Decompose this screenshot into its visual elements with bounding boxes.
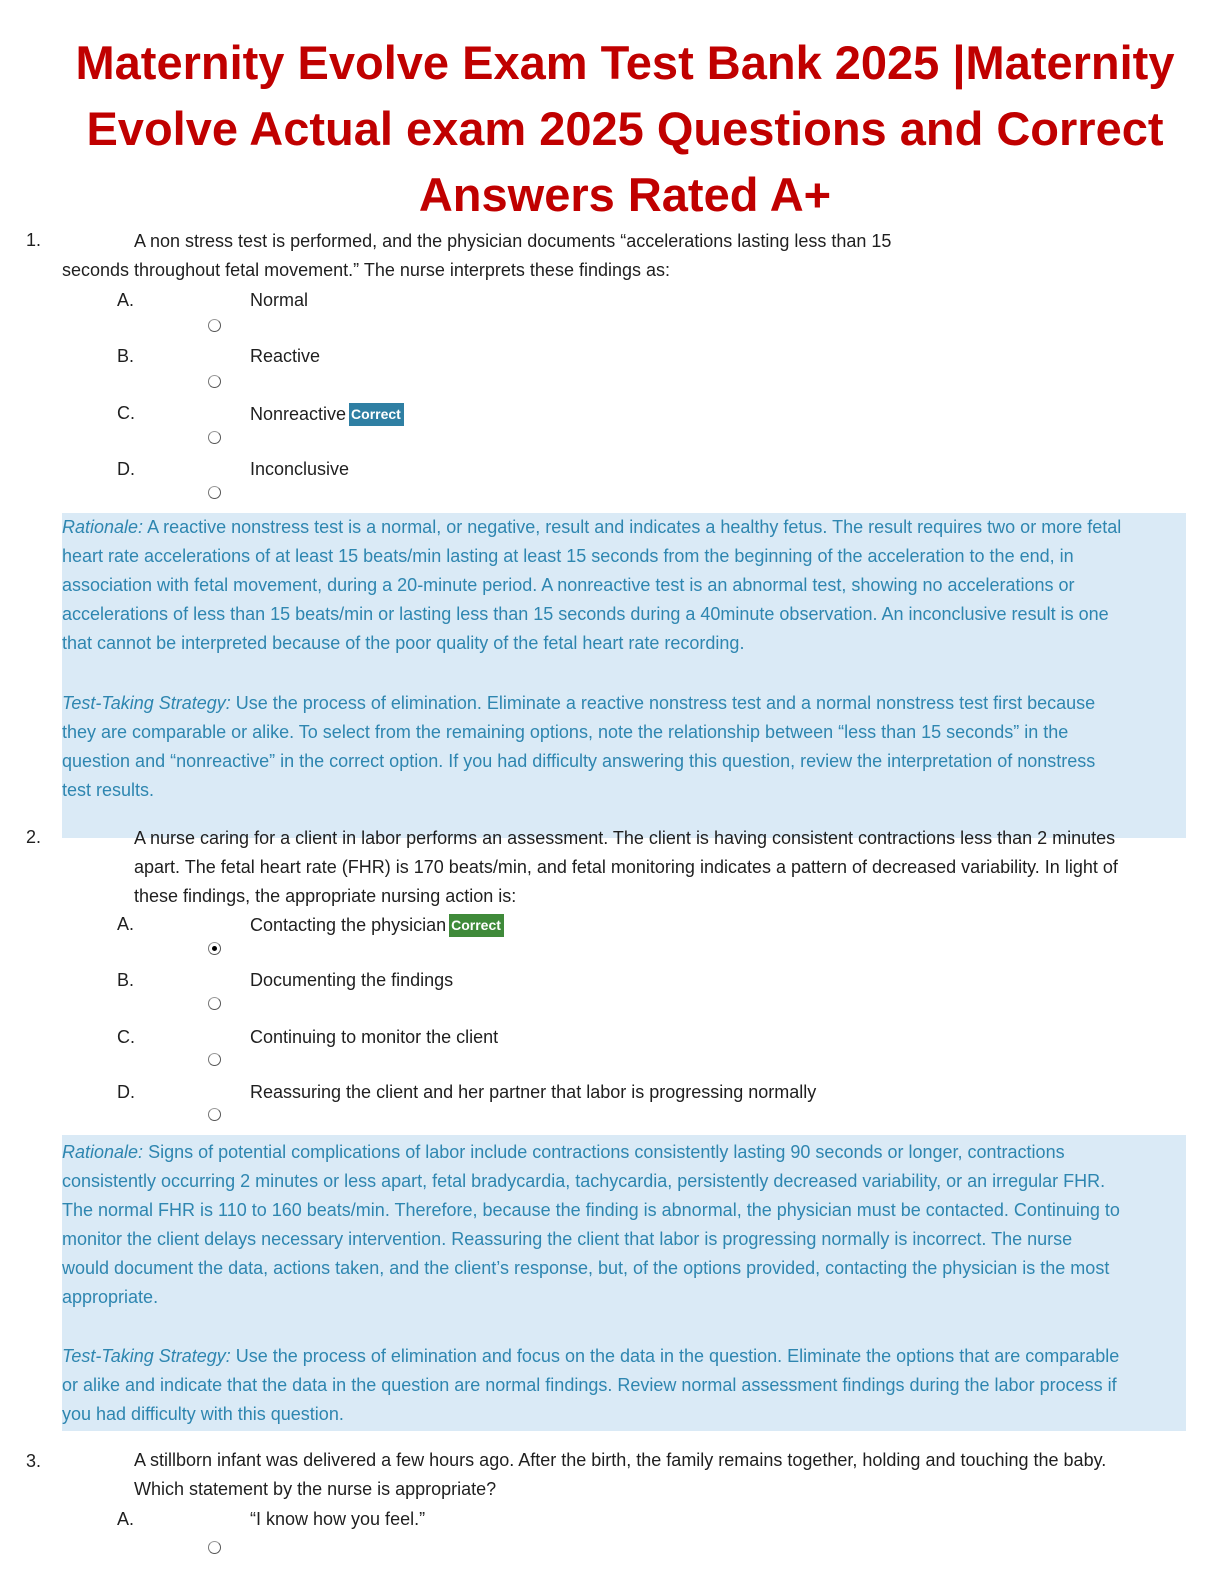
option-label: Documenting the findings xyxy=(250,970,454,990)
strategy-line: they are comparable or alike. To select from the remaining options, note the relationship between “less than 15 seconds” in the xyxy=(62,722,1069,742)
stem-line: A stillborn infant was delivered a few hours ago. After the birth, the family remains together, holding and touching the baby. xyxy=(134,1450,1107,1470)
strategy-line: question and “nonreactive” in the correct option. If you had difficulty answering this question, review the interpretation of nonstress xyxy=(62,751,1096,771)
option-letter: B. xyxy=(117,346,135,366)
rationale-box xyxy=(62,1135,1186,1431)
strategy-paragraph xyxy=(62,1342,1186,1429)
option-letter: A. xyxy=(117,914,135,934)
correct-badge: Correct xyxy=(449,914,504,937)
rationale-line: association with fetal movement, during a 20-minute period. A nonreactive test is an abnormal test, showing no accelerations or xyxy=(62,575,1075,595)
rationale-line: would document the data, actions taken, and the client’s response, but, of the options provided, contacting the physician is the most xyxy=(62,1258,1110,1278)
question-number: 1. xyxy=(26,230,42,250)
option-letter: B. xyxy=(117,970,135,990)
rationale-label: Rationale: xyxy=(62,517,144,537)
rationale-line: A reactive nonstress test is a normal, or negative, result and indicates a healthy fetus. The result requires two or more fetal xyxy=(143,517,1122,537)
stem-line: Which statement by the nurse is appropriate? xyxy=(134,1479,497,1499)
rationale-line: Signs of potential complications of labor include contractions consistently lasting 90 seconds or longer, contractions xyxy=(143,1142,1065,1162)
strategy-paragraph xyxy=(62,689,1186,805)
stem-line: A nurse caring for a client in labor performs an assessment. The client is having consistent contractions less than 2 minutes xyxy=(134,828,1116,848)
rationale-line: monitor the client delays necessary intervention. Reassuring the client that labor is progressing normally is incorrect. The nurse xyxy=(62,1229,1073,1249)
option-label: “I know how you feel.” xyxy=(250,1509,426,1529)
option-row xyxy=(250,914,504,937)
question-number: 3. xyxy=(26,1451,42,1471)
question-stem xyxy=(134,1446,1194,1504)
option-label: Inconclusive xyxy=(250,459,350,479)
strategy-line: or alike and indicate that the data in the question are normal findings. Review normal assessment findings during the labor process if xyxy=(62,1375,1117,1395)
option-row xyxy=(250,403,404,426)
question-stem xyxy=(134,824,1194,911)
option-radio[interactable] xyxy=(208,486,221,499)
option-radio[interactable] xyxy=(208,319,221,332)
option-letter: A. xyxy=(117,1509,135,1529)
strategy-label: Test-Taking Strategy: xyxy=(62,1346,231,1366)
rationale-line: that cannot be interpreted because of the poor quality of the fetal heart rate recording. xyxy=(62,633,745,653)
option-letter: C. xyxy=(117,1027,135,1047)
strategy-line: test results. xyxy=(62,780,155,800)
strategy-line: Use the process of elimination. Eliminate a reactive nonstress test and a normal nonstress test first because xyxy=(230,693,1096,713)
option-label: Contacting the physician xyxy=(250,915,447,935)
stem-line: seconds throughout fetal movement.” The nurse interprets these findings as: xyxy=(62,260,671,280)
option-letter: D. xyxy=(117,459,135,479)
option-label: Reassuring the client and her partner that labor is progressing normally xyxy=(250,1082,817,1102)
strategy-line: Use the process of elimination and focus on the data in the question. Eliminate the options that are comparable xyxy=(230,1346,1120,1366)
document-title xyxy=(40,30,1210,228)
rationale-label: Rationale: xyxy=(62,1142,144,1162)
option-label: Reactive xyxy=(250,346,321,366)
option-label: Continuing to monitor the client xyxy=(250,1027,499,1047)
option-radio[interactable] xyxy=(208,431,221,444)
rationale-line: The normal FHR is 110 to 160 beats/min. Therefore, because the finding is abnormal, the physician must be contacted. Continuing to xyxy=(62,1200,1120,1220)
title-line: Evolve Actual exam 2025 Questions and Correct xyxy=(86,102,1164,155)
option-label: Normal xyxy=(250,290,309,310)
option-letter: C. xyxy=(117,403,135,423)
option-radio[interactable] xyxy=(208,1108,221,1121)
option-radio[interactable] xyxy=(208,375,221,388)
stem-line: these findings, the appropriate nursing action is: xyxy=(134,886,517,906)
rationale-paragraph xyxy=(62,1138,1186,1312)
title-line: Maternity Evolve Exam Test Bank 2025 |Maternity xyxy=(75,36,1175,89)
option-letter: A. xyxy=(117,290,135,310)
title-line: Answers Rated A+ xyxy=(418,168,832,221)
rationale-line: appropriate. xyxy=(62,1287,159,1307)
correct-badge: Correct xyxy=(349,403,404,426)
option-radio[interactable] xyxy=(208,997,221,1010)
stem-line: A non stress test is performed, and the physician documents “accelerations lasting less than 15 xyxy=(134,231,892,251)
option-radio[interactable] xyxy=(208,1053,221,1066)
strategy-line: you had difficulty with this question. xyxy=(62,1404,344,1424)
option-label: Nonreactive xyxy=(250,404,347,424)
rationale-line: heart rate accelerations of at least 15 beats/min lasting at least 15 seconds from the beginning of the acceleration to the end, in xyxy=(62,546,1074,566)
option-radio[interactable] xyxy=(208,1541,221,1554)
rationale-line: accelerations of less than 15 beats/min or lasting less than 15 seconds during a 40minute observation. An inconclusive result is one xyxy=(62,604,1109,624)
option-letter: D. xyxy=(117,1082,135,1102)
question-stem xyxy=(62,227,1192,285)
rationale-box xyxy=(62,513,1186,838)
option-radio-selected[interactable] xyxy=(208,942,221,955)
rationale-paragraph xyxy=(62,513,1186,658)
rationale-line: consistently occurring 2 minutes or less apart, fetal bradycardia, tachycardia, persistently decreased variability, or an irregular FHR. xyxy=(62,1171,1106,1191)
strategy-label: Test-Taking Strategy: xyxy=(62,693,231,713)
question-number: 2. xyxy=(26,827,42,847)
stem-line: apart. The fetal heart rate (FHR) is 170 beats/min, and fetal monitoring indicates a pattern of decreased variability. In light of xyxy=(134,857,1118,877)
